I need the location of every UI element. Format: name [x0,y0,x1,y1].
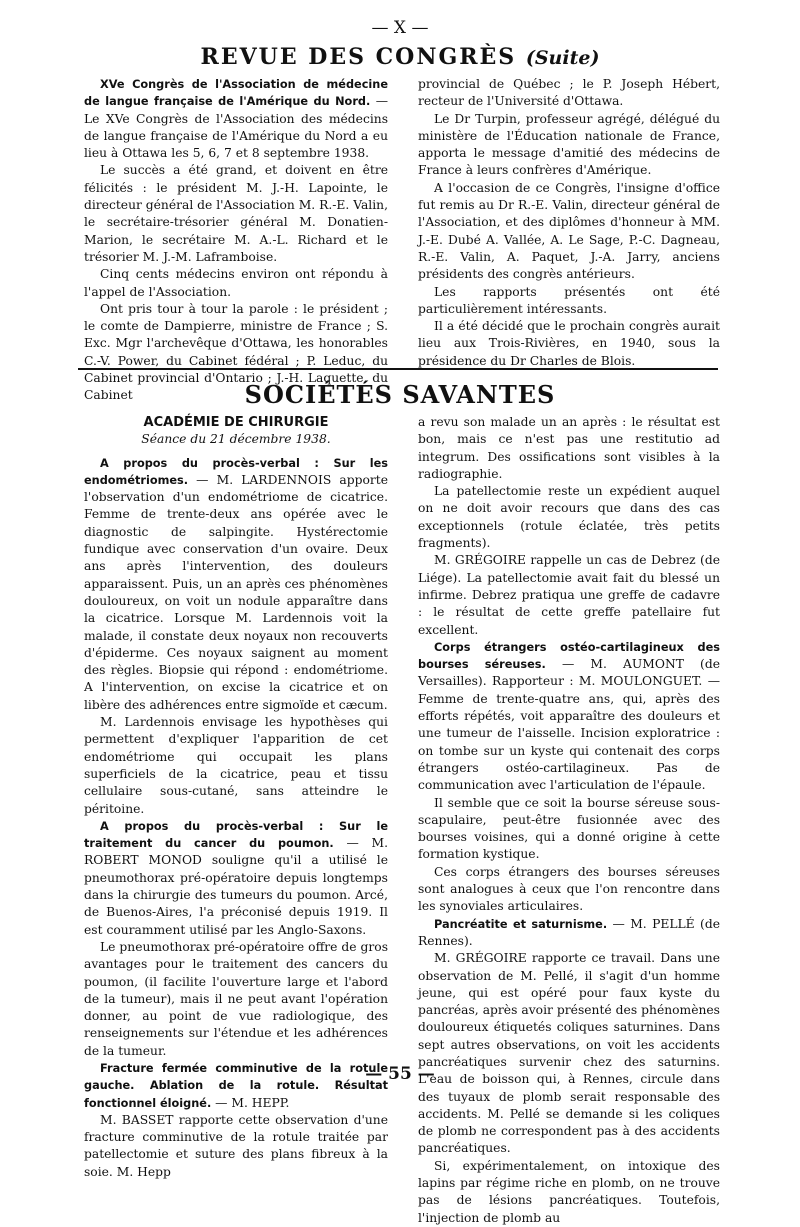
paragraph-text: — Le XVe Congrès de l'Association des médecins de langue française de l'Amérique du Nord a eu lieu à Ottawa les 5, 6, 7 et 8 septembre 1938. [84,94,389,161]
page-mark: — X — [371,18,429,38]
paragraph-text: — M. PELLÉ (de Rennes). [418,916,720,948]
paragraph-text: Si, expérimentalement, on intoxique des lapins par régime riche en plomb, on ne trouve pas de lésions pancréatiques. Toutefois, l'injection de plomb au [418,1158,720,1225]
paragraph [84,818,388,939]
paragraph [84,939,388,1060]
revue-right-column [418,76,720,370]
revue-title-suite: (Suite) [525,47,600,69]
paragraph [84,455,388,714]
paragraph-text: A l'occasion de ce Congrès, l'insigne d'office fut remis au Dr R.-E. Valin, directeur général de l'Association, et des diplômes d'honneur à MM. J.-E. Dubé A. Vallée, A. Le Sage, P.-C. Dagneau, R.-E. Valin, A. Paquet, J.-A. Jarry, anciens présidents des congrès antérieurs. [418,180,720,282]
revue-title [0,44,800,70]
academy-heading: ACADÉMIE DE CHIRURGIE [143,415,329,430]
paragraph-text: Cinq cents médecins environ ont répondu à l'appel de l'Association. [84,267,388,299]
paragraph-text: M. GRÉGOIRE rappelle un cas de Debrez (de Liége). La patellectomie avait fait du blessé un infirme. Debrez pratiqua une greffe de cadavre : le résultat de cette greffe patellaire fut excellent. [418,553,720,637]
paragraph-text: La patellectomie reste un expédient auquel on ne doit avoir recours que dans des cas exceptionnels (rotule éclatée, très petits fragments). [418,484,720,551]
paragraph-lead: Fracture fermée comminutive de la rotule gauche. Ablation de la rotule. Résultat fonctionnel éloigné. [84,1061,388,1110]
paragraph-text: Le Dr Turpin, professeur agrégé, délégué du ministère de l'Éducation nationale de France, apporta le message d'amitié des médecins de France à leurs confrères d'Amérique. [418,111,720,178]
paragraph [84,162,388,266]
paragraph [84,714,388,818]
paragraph-text: — M. HEPP. [211,1095,290,1110]
session-date: Séance du 21 décembre 1938. [141,432,331,447]
section-divider [78,368,718,370]
revue-left-column [84,76,388,405]
paragraph-text: provincial de Québec ; le P. Joseph Hébert, recteur de l'Université d'Ottawa. [418,77,720,109]
paragraph [84,266,388,301]
paragraph [84,76,388,162]
paragraph-text: — M. LARDENNOIS apporte l'observation d'un endométriome de cicatrice. Femme de trente-deux ans opérée avec le diagnostic de salpingite. Hystérectomie fundique avec conservation d'un ovaire. Deux ans après l'intervention, des douleurs apparaissent. Puis, un an après ces phénomènes douloureux, on voit un nodule apparaître dans la cicatrice. Lorsque M. Lardennois voit la malade, il constate deux noyaux non recouverts d'épiderme. Ces noyaux saignent au moment des règles. Biopsie qui répond : endométriome. A l'intervention, on excise la cicatrice et on libère des adhérences entre sigmoïde et cæcum. [84,472,388,712]
paragraph-lead: XVe Congrès de l'Association de médecine de langue française de l'Amérique du Nord. [84,78,388,109]
paragraph-text: Le pneumothorax pré-opératoire offre de gros avantages pour le traitement des cancers du poumon, (il facilite l'ouverture large et l'abord de la tumeur), mais il ne peut avant l'opération donner, au point de vue radiologique, des renseignements sur l'étendue et les adhérences de la tumeur. [84,939,388,1058]
paragraph-text: Il a été décidé que le prochain congrès aurait lieu aux Trois-Rivières, en 1940, sous la présidence du Dr Charles de Blois. [418,319,720,368]
paragraph-text: M. BASSET rapporte cette observation d'une fracture comminutive de la rotule traitée par patellectomie et suture des plans fibreux à la soie. M. Hepp [84,1112,388,1179]
paragraph-text: Il semble que ce soit la bourse séreuse sous-scapulaire, peut-être fusionnée avec des bourses voisines, qui a donné origine à cette formation kystique. [418,795,720,862]
page-number: — 55 — [365,1064,435,1084]
revue-title-text: REVUE DES CONGRÈS [200,44,517,70]
paragraph [418,483,720,552]
paragraph-text: M. Lardennois envisage les hypothèses qui permettent d'expliquer l'apparition de cet endométriome qui occupait les plans superficiels de la cicatrice, peau et tissu cellulaire sous-cutané, sans atteindre le péritoine. [84,715,388,816]
paragraph [418,1158,720,1227]
paragraph-text: Ces corps étrangers des bourses séreuses sont analogues à ceux que l'on rencontre dans les synoviales articulaires. [418,864,720,914]
paragraph-text: Le succès a été grand, et doivent en être félicités : le président M. J.-H. Lapointe, le directeur général de l'Association M. R.-E. Valin, le secrétaire-trésorier général M. Donatien-Marion, le secrétaire M. A.-L. Richard et le trésorier M. J.-M. Laframboise. [84,163,389,264]
paragraph-text: — M. AUMONT (de Versailles). Rapporteur : M. MOULONGUET. — Femme de trente-quatre ans, qui, après des efforts répétés, voit apparaître des douleurs et une tumeur de l'aisselle. Incision exploratrice : on tombe sur un kyste qui contenait des corps étrangers ostéo-cartilagineux. Pas de communication avec l'articulation de l'épaule. [418,657,720,793]
paragraph [418,552,720,638]
paragraph [418,180,720,284]
paragraph [418,864,720,916]
paragraph-text: — M. ROBERT MONOD souligne qu'il a utilisé le pneumothorax pré-opératoire depuis longtemps dans la chirurgie des tumeurs du poumon. Arcé, de Buenos-Aires, l'a préconisé depuis 1919. Il est couramment utilisé par les Anglo-Saxons. [84,836,388,937]
paragraph [418,414,720,483]
paragraph-text: Les rapports présentés ont été particulièrement intéressants. [418,284,720,316]
paragraph [84,1112,388,1181]
paragraph [418,318,720,370]
paragraph-lead: Pancréatite et saturnisme. [434,917,608,931]
paragraph-lead: A propos du procès-verbal : Sur les endométriomes. [84,456,388,487]
paragraph [418,950,720,1158]
paragraph [418,916,720,951]
paragraph [418,639,720,795]
section-title: SOCIÉTÉS SAVANTES [244,380,556,409]
paragraph-text: M. GRÉGOIRE rapporte ce travail. Dans une observation de M. Pellé, il s'agit d'un homme jeune, qui est opéré pour faux kyste du pancréas, après avoir présenté des phénomènes douloureux étiquetés coliques saturnines. Dans sept autres observations, on voit les accidents pancréatiques survenir chez des saturnins. L'eau de boisson qui, à Rennes, circule dans des tuyaux de plomb serait responsable des accidents. M. Pellé se demande si les coliques de plomb ne correspondent pas à des accidents pancréatiques. [418,951,720,1156]
paragraph [418,76,720,111]
paragraph-text: Ont pris tour à tour la parole : le président ; le comte de Dampierre, ministre de France ; S. Exc. Mgr l'archevêque d'Ottawa, les honorables C.-V. Power, du Cabinet fédéral ; P. Leduc, du Cabinet provincial d'Ontario ; J.-H. Laquette, du Cabinet [84,301,388,403]
societes-right-column [418,414,720,1227]
paragraph [418,795,720,864]
paragraph [418,111,720,180]
paragraph-lead: A propos du procès-verbal : Sur le traitement du cancer du poumon. [84,819,388,851]
paragraph [418,284,720,319]
paragraph-lead: Corps étrangers ostéo-cartilagineux des bourses séreuses. [418,640,720,672]
paragraph-text: a revu son malade un an après : le résultat est bon, mais ce n'est pas une restitutio ad integrum. Des ossifications sont visibles à la radiographie. [418,415,720,481]
